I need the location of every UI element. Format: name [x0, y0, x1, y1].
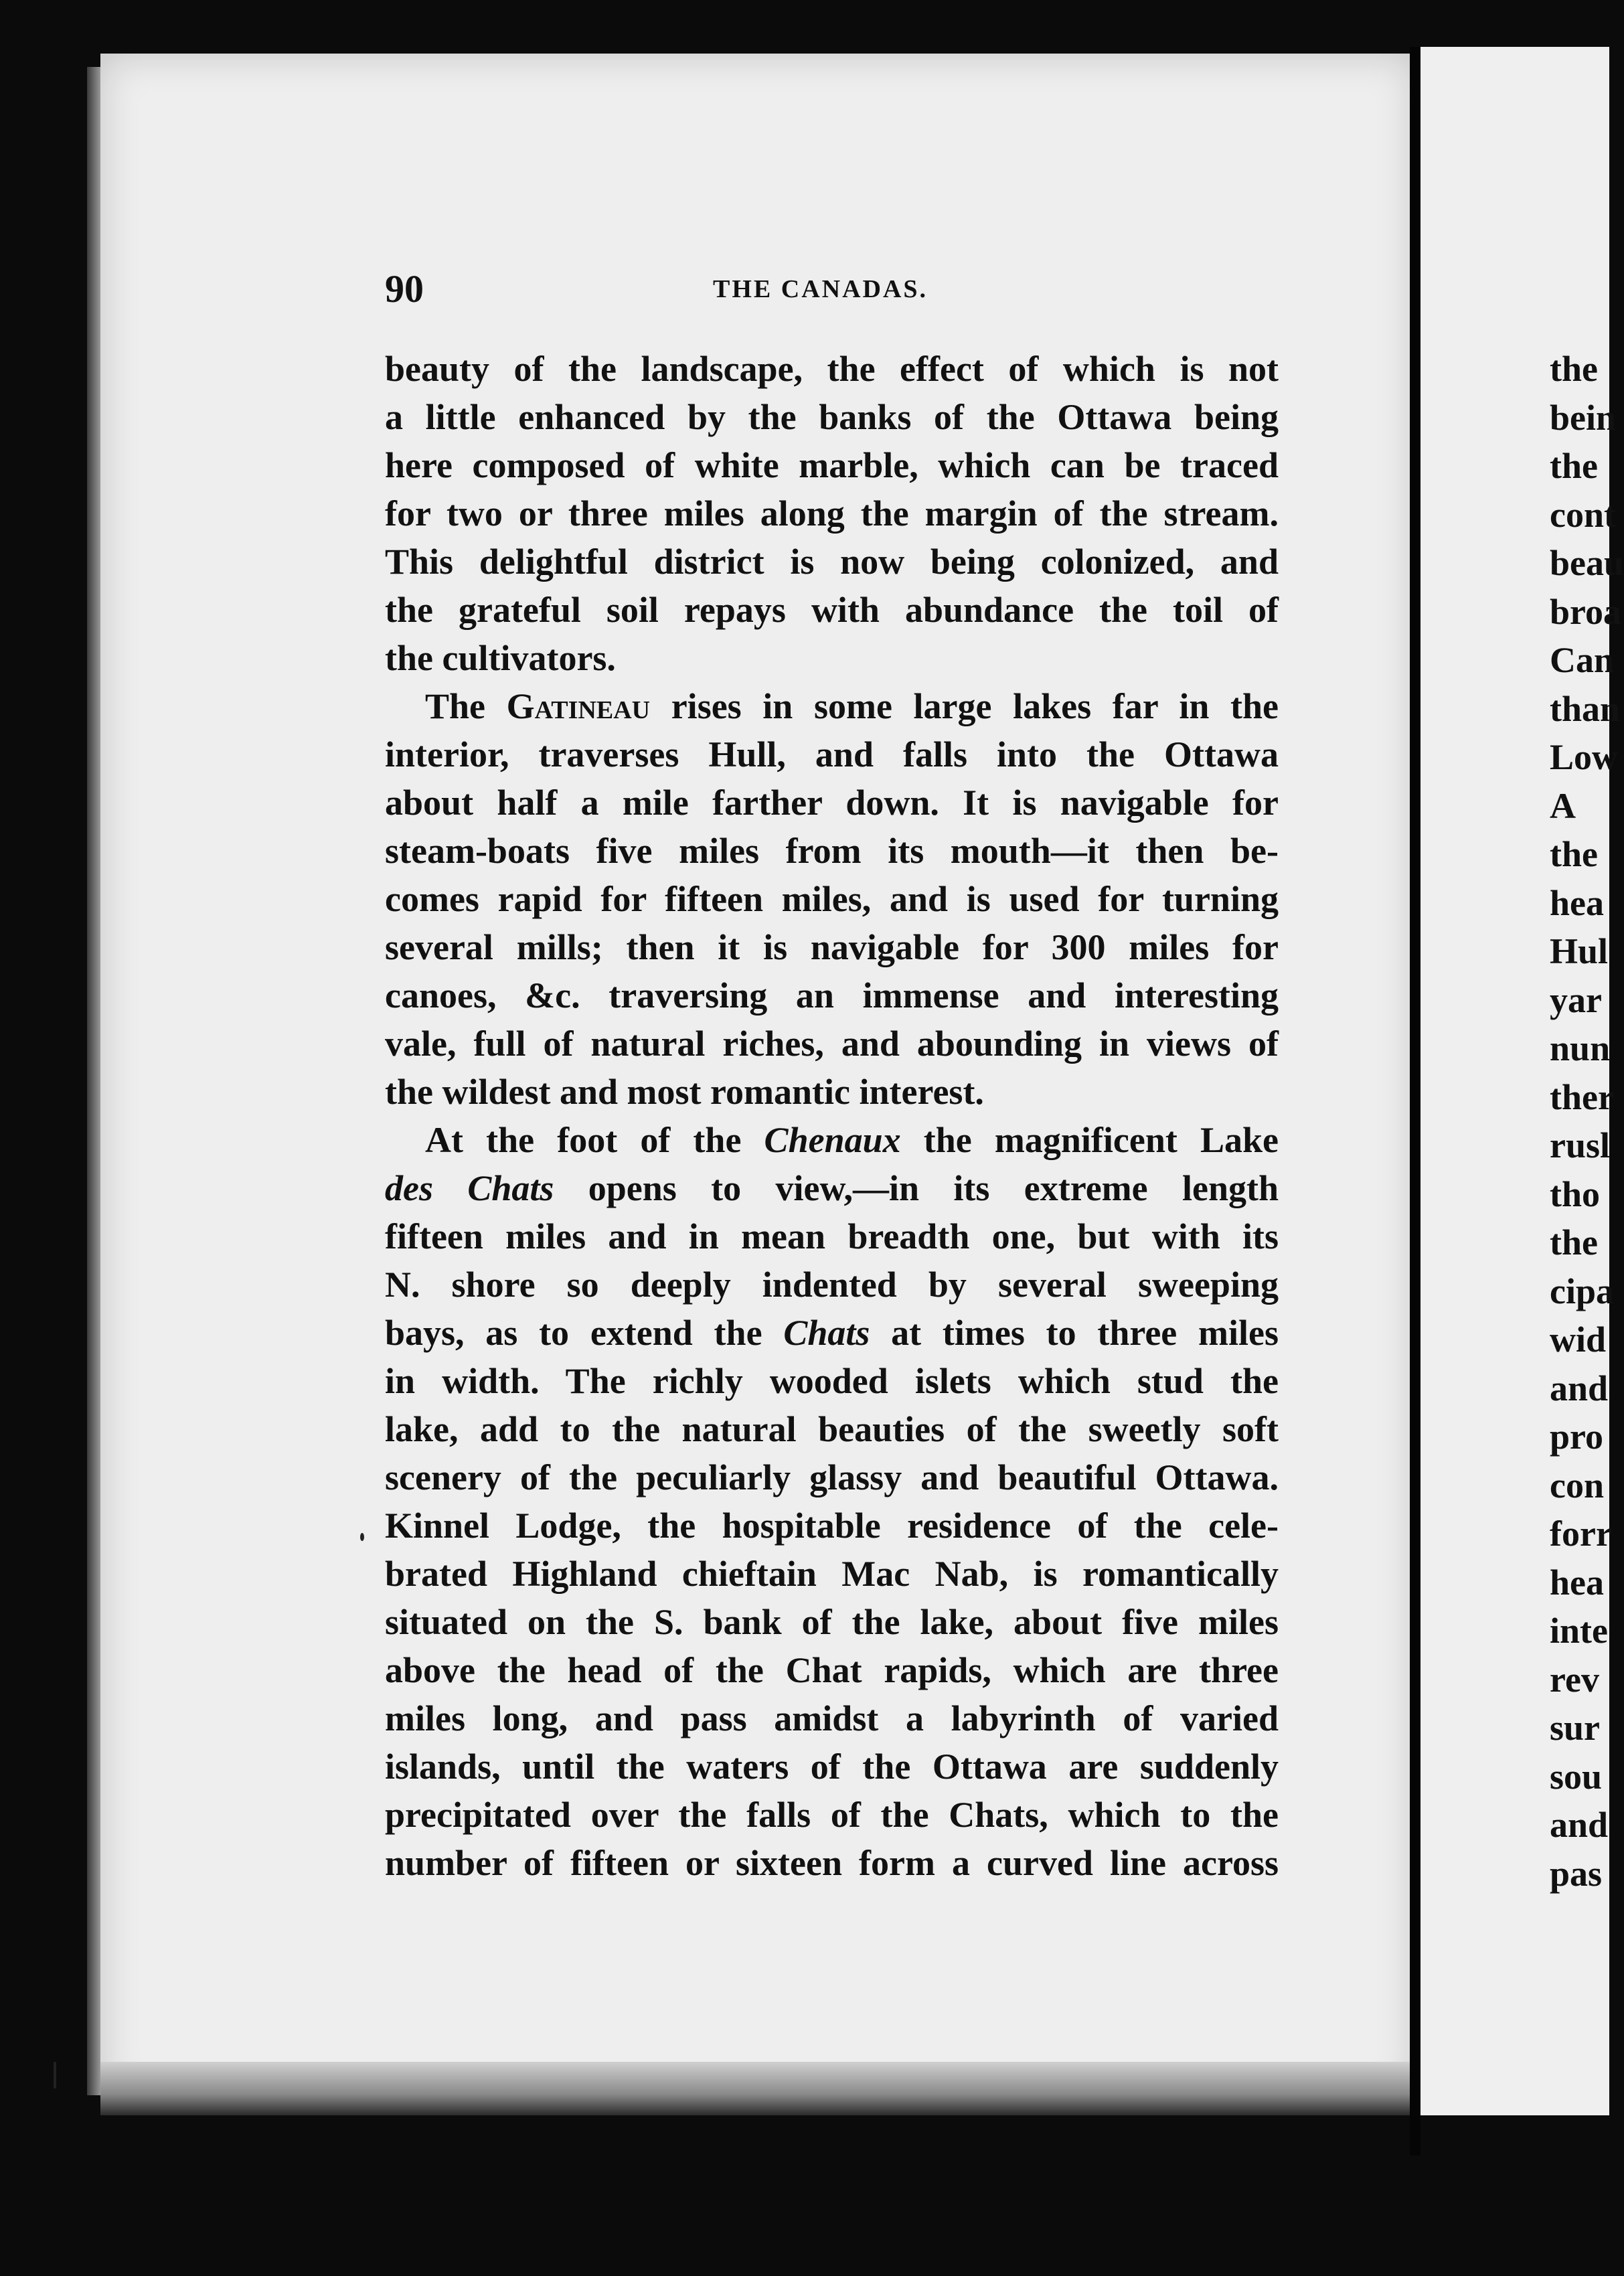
text-fragment: bays, as to extend the: [385, 1313, 784, 1353]
fragment-line: beau: [1550, 543, 1624, 583]
book-gutter: [1410, 47, 1420, 2156]
text-line: comes rapid for fifteen miles, and is used for turning: [385, 879, 1279, 919]
text-line: brated Highland chieftain Mac Nab, is romantically: [385, 1554, 1279, 1594]
italic-term: Chenaux: [764, 1120, 901, 1160]
fragment-line: the: [1550, 834, 1598, 874]
text-line: [385, 682, 1279, 730]
scan-speck: [360, 1533, 364, 1541]
running-head: THE CANADAS.: [713, 275, 928, 303]
fragment-line: ther: [1550, 1076, 1614, 1117]
text-fragment: at times to three miles: [870, 1313, 1279, 1353]
text-line: the grateful soil repays with abundance the toil of: [385, 590, 1279, 630]
fragment-line: Can: [1550, 640, 1615, 680]
text-line: [385, 1309, 1279, 1357]
fragment-line: than: [1550, 688, 1621, 729]
fragment-line: and: [1550, 1805, 1609, 1845]
text-line: lake, add to the natural beauties of the sweetly soft: [385, 1409, 1279, 1449]
italic-term: des Chats: [385, 1168, 554, 1208]
fragment-line: the: [1550, 446, 1598, 486]
text-line: N. shore so deeply indented by several sweeping: [385, 1265, 1279, 1305]
text-line: precipitated over the falls of the Chats, which to the: [385, 1795, 1279, 1835]
fragment-line: yar: [1550, 979, 1602, 1020]
page-header: [385, 266, 1282, 313]
text-line: interior, traverses Hull, and falls into the Ottawa: [385, 734, 1279, 775]
text-line: scenery of the peculiarly glassy and beautiful Ottawa.: [385, 1457, 1279, 1497]
text-line: canoes, &c. traversing an immense and interesting: [385, 975, 1279, 1015]
text-line: a little enhanced by the banks of the Ottawa being: [385, 397, 1279, 437]
text-line: the wildest and most romantic interest.: [385, 1072, 984, 1112]
page-number: 90: [385, 267, 424, 311]
text-line: for two or three miles along the margin of the stream.: [385, 493, 1279, 534]
text-line: about half a mile farther down. It is navigable for: [385, 783, 1279, 823]
text-line: number of fifteen or sixteen form a curved line across: [385, 1843, 1279, 1883]
scan-speck: [54, 2062, 56, 2089]
fragment-line: pas: [1550, 1853, 1603, 1894]
text-fragment: the magnificent Lake: [900, 1120, 1279, 1160]
fragment-line: rusl: [1550, 1125, 1611, 1165]
text-line: above the head of the Chat rapids, which are three: [385, 1650, 1279, 1690]
fragment-line: hea: [1550, 882, 1604, 923]
italic-term: Chats: [783, 1313, 870, 1353]
fragment-line: A: [1550, 785, 1576, 826]
fragment-line: sou: [1550, 1756, 1603, 1797]
fragment-line: and: [1550, 1368, 1609, 1408]
text-fragment: The: [425, 686, 507, 726]
text-fragment: opens to view,—in its extreme length: [554, 1168, 1279, 1208]
text-fragment: rises in some large lakes far in the: [650, 686, 1279, 726]
fragment-line: wid: [1550, 1319, 1607, 1360]
text-line: situated on the S. bank of the lake, about five miles: [385, 1602, 1279, 1642]
fragment-line: con: [1550, 1465, 1604, 1506]
fragment-line: sur: [1550, 1708, 1601, 1748]
fragment-line: Low: [1550, 737, 1619, 777]
fragment-line: bein: [1550, 397, 1617, 438]
right-page-fragments: [1550, 345, 1624, 1898]
paragraph-3: [385, 1116, 1279, 1887]
fragment-line: cipa: [1550, 1271, 1615, 1311]
text-line: vale, full of natural riches, and abounding in views of: [385, 1024, 1279, 1064]
fragment-line: the: [1550, 349, 1598, 389]
fragment-line: rev: [1550, 1659, 1599, 1700]
text-fragment: At the foot of the: [425, 1120, 764, 1160]
text-line: in width. The richly wooded islets which stud the: [385, 1361, 1279, 1401]
fragment-line: the: [1550, 1222, 1598, 1263]
fragment-line: broa: [1550, 591, 1622, 632]
text-line: beauty of the landscape, the effect of which is not: [385, 349, 1279, 389]
text-line: islands, until the waters of the Ottawa are suddenly: [385, 1746, 1279, 1787]
fragment-line: pro: [1550, 1416, 1604, 1457]
text-line: miles long, and pass amidst a labyrinth of varied: [385, 1698, 1279, 1738]
text-line: the cultivators.: [385, 638, 616, 678]
fragment-line: forr: [1550, 1514, 1612, 1554]
paragraph-2: [385, 682, 1279, 1116]
page-body: [385, 345, 1279, 1887]
fragment-line: Hul: [1550, 931, 1609, 971]
text-line: This delightful district is now being colonized, and: [385, 542, 1279, 582]
text-line: here composed of white marble, which can be traced: [385, 445, 1279, 485]
text-line: [385, 1116, 1279, 1164]
text-line: [385, 1164, 1279, 1212]
fragment-line: inte: [1550, 1611, 1608, 1651]
fragment-line: tho: [1550, 1173, 1601, 1214]
text-line: several mills; then it is navigable for 300 miles for: [385, 927, 1279, 967]
fragment-line: hea: [1550, 1562, 1604, 1603]
text-line: steam-boats five miles from its mouth—it then be-: [385, 831, 1279, 871]
page-bottom-edge: [100, 2062, 1609, 2115]
paragraph-1: [385, 345, 1279, 682]
text-line: Kinnel Lodge, the hospitable residence of the cele-: [385, 1506, 1279, 1546]
fragment-line: nun: [1550, 1028, 1611, 1068]
fragment-line: cont: [1550, 494, 1616, 535]
smallcaps-term: Gatineau: [506, 686, 651, 726]
text-line: fifteen miles and in mean breadth one, but with its: [385, 1216, 1279, 1256]
